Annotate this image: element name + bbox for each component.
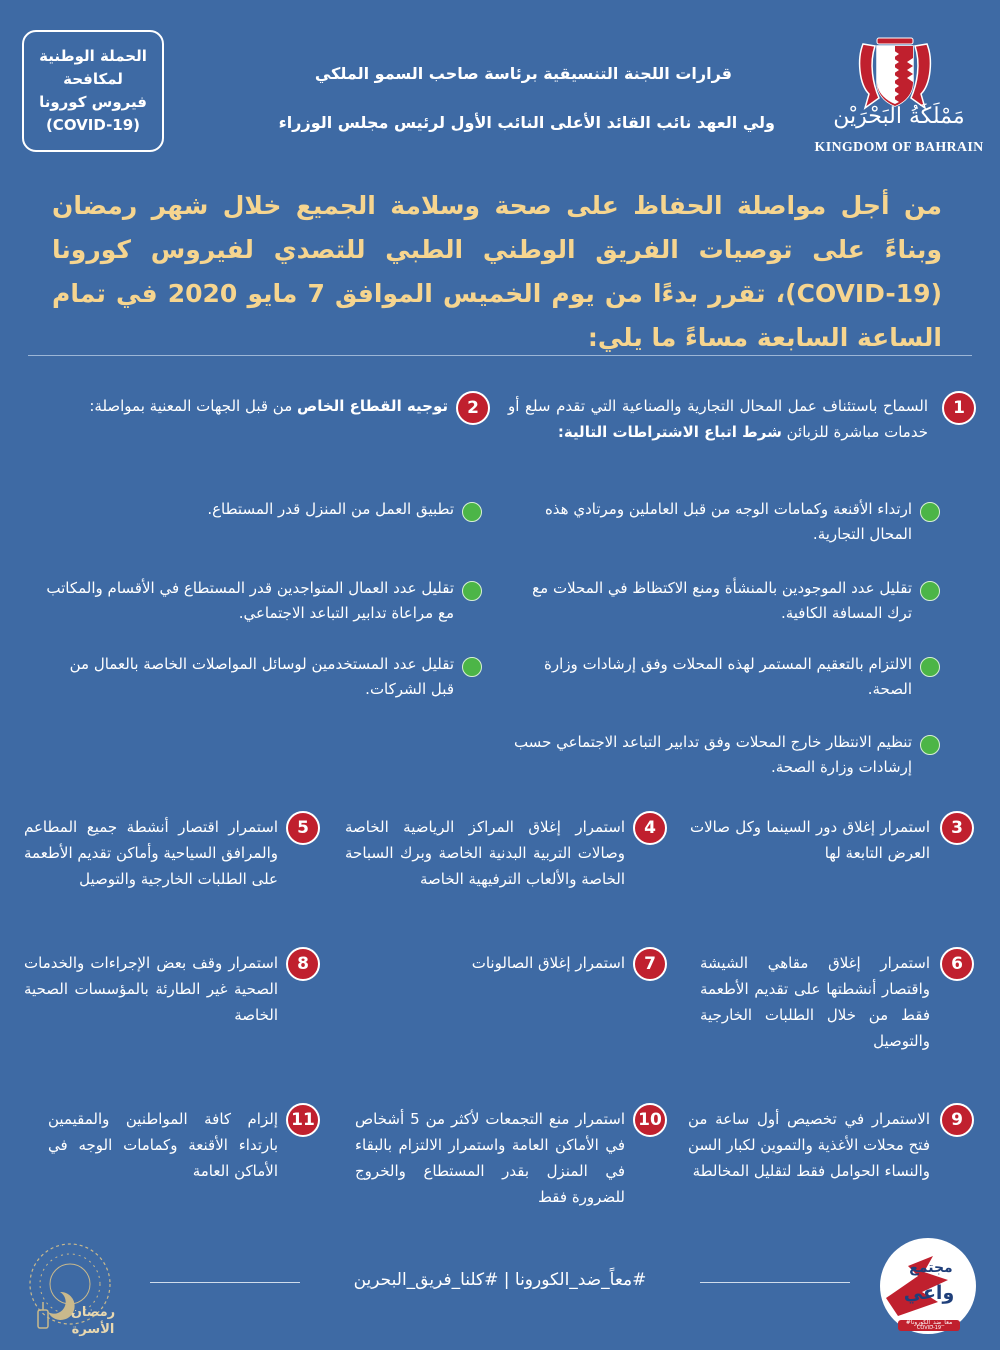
item-2-bullet: تقليل عدد المستخدمين لوسائل المواصلات الخاصة بالعمال من قبل الشركات.	[69, 655, 454, 698]
item-2-bullet: تطبيق العمل من المنزل قدر المستطاع.	[207, 500, 454, 518]
item-number-badge: 4	[633, 811, 667, 845]
item-text: الاستمرار في تخصيص أول ساعة من فتح محلات الأغذية والتموين لكبار السن والنساء الحوامل فقط لتقليل المخالطة	[688, 1110, 930, 1180]
item-1-text-bold: شرط اتباع الاشتراطات التالية:	[557, 423, 782, 441]
bullet-dot-icon	[462, 581, 482, 601]
campaign-line: الحملة الوطنية	[39, 47, 147, 65]
campaign-badge	[22, 30, 164, 152]
item-1-bullet: ارتداء الأقنعة وكمامات الوجه من قبل العاملين ومرتادي هذه المحال التجارية.	[544, 500, 912, 543]
bullet-dot-icon	[920, 735, 940, 755]
ramadan-logo-line: رمضان	[70, 1305, 116, 1320]
item-text: استمرار إغلاق المراكز الرياضية الخاصة وصالات التربية البدنية الخاصة وبرك السباحة الخاصة والألعاب الترفيهية الخاصة	[345, 818, 625, 888]
bullet-dot-icon	[462, 502, 482, 522]
item-number-badge: 9	[940, 1103, 974, 1137]
divider	[28, 355, 972, 356]
item-text: استمرار اقتصار أنشطة جميع المطاعم والمرافق السياحية وأماكن تقديم الأطعمة على الطلبات الخارجية والتوصيل	[24, 818, 278, 888]
bullet-dot-icon	[920, 581, 940, 601]
item-2-text-main: من قبل الجهات المعنية بمواصلة:	[89, 397, 298, 415]
footer-divider	[150, 1282, 300, 1283]
item-text: استمرار إغلاق الصالونات	[471, 954, 625, 972]
header-title-line-2: ولي العهد نائب القائد الأعلى النائب الأول لرئيس مجلس الوزراء	[278, 113, 775, 132]
item-2-text-bold: توجيه القطاع الخاص	[297, 397, 448, 415]
ramadan-logo-text	[58, 1304, 128, 1338]
intro-paragraph: من أجل مواصلة الحفاظ على صحة وسلامة الجميع خلال شهر رمضان وبناءً على توصيات الفريق الوطني الطبي للتصدي لفيروس كورونا (COVID-19)، تقرر بدءًا من يوم الخميس الموافق 7 مايو 2020 في تمام الساعة السابعة مساءً ما يلي:	[52, 191, 942, 352]
item-number-badge: 7	[633, 947, 667, 981]
campaign-line: فيروس كورونا	[39, 93, 147, 111]
aware-logo-covid: COVID-19	[916, 1325, 942, 1331]
aware-logo-word: واعي	[903, 1282, 955, 1304]
ramadan-logo-line: الأسرة	[71, 1322, 115, 1337]
bullet-dot-icon	[920, 657, 940, 677]
item-text: استمرار منع التجمعات لأكثر من 5 أشخاص في الأماكن العامة واستمرار الالتزام بالبقاء في المنزل بقدر المستطاع والخروج للضرورة فقط	[355, 1110, 625, 1206]
item-2-bullet: تقليل عدد العمال المتواجدين قدر المستطاع في الأقسام والمكاتب مع مراعاة تدابير التباعد الاجتماعي.	[46, 579, 454, 622]
aware-logo-hashtag: #معا_ضد_الكورونا	[905, 1319, 953, 1326]
item-number-badge: 11	[286, 1103, 320, 1137]
header-title-line-1: قرارات اللجنة التنسيقية برئاسة صاحب السمو الملكي	[314, 64, 732, 83]
item-number-badge: 5	[286, 811, 320, 845]
item-number-badge: 3	[940, 811, 974, 845]
item-text: استمرار إغلاق دور السينما وكل صالات العرض التابعة لها	[690, 818, 930, 862]
aware-logo-word: مجتمع	[909, 1260, 953, 1276]
item-2-text	[60, 393, 448, 419]
item-1-bullet: تنظيم الانتظار خارج المحلات وفق تدابير التباعد الاجتماعي حسب إرشادات وزارة الصحة.	[513, 733, 912, 776]
item-number-badge: 6	[940, 947, 974, 981]
bahrain-emblem-icon	[855, 24, 935, 114]
campaign-line: لمكافحة	[63, 70, 123, 88]
item-number-badge: 2	[456, 391, 490, 425]
item-number-badge: 1	[942, 391, 976, 425]
kingdom-name-english: KINGDOM OF BAHRAIN	[814, 140, 984, 155]
item-1-text	[508, 393, 928, 445]
item-1-bullet: تقليل عدد الموجودين بالمنشأة ومنع الاكتظاظ في المحلات مع ترك المسافة الكافية.	[532, 579, 912, 622]
item-number-badge: 10	[633, 1103, 667, 1137]
item-1-text-main: السماح باستئناف عمل المحال التجارية والصناعية التي تقدم سلع أو خدمات مباشرة للزبائن	[508, 397, 928, 441]
item-text: استمرار إغلاق مقاهي الشيشة واقتصار أنشطتها على تقديم الأطعمة فقط من خلال الطلبات الخارجية والتوصيل	[700, 954, 930, 1050]
item-number-badge: 8	[286, 947, 320, 981]
footer-divider	[700, 1282, 850, 1283]
footer-hashtags: #معاً_ضد_الكورونا | #كلنا_فريق_البحرين	[353, 1270, 647, 1290]
item-text: إلزام كافة المواطنين والمقيمين بارتداء الأقنعة وكمامات الوجه في الأماكن العامة	[48, 1110, 278, 1180]
aware-community-logo	[878, 1236, 978, 1336]
campaign-line: (COVID-19)	[45, 116, 141, 134]
bullet-dot-icon	[920, 502, 940, 522]
bullet-dot-icon	[462, 657, 482, 677]
kingdom-name-arabic: مَمْلَكَةُ البَحْرَيْن	[833, 104, 965, 129]
item-1-bullet: الالتزام بالتعقيم المستمر لهذه المحلات وفق إرشادات وزارة الصحة.	[544, 655, 912, 698]
item-text: استمرار وقف بعض الإجراءات والخدمات الصحية غير الطارئة بالمؤسسات الصحية الخاصة	[24, 954, 278, 1024]
